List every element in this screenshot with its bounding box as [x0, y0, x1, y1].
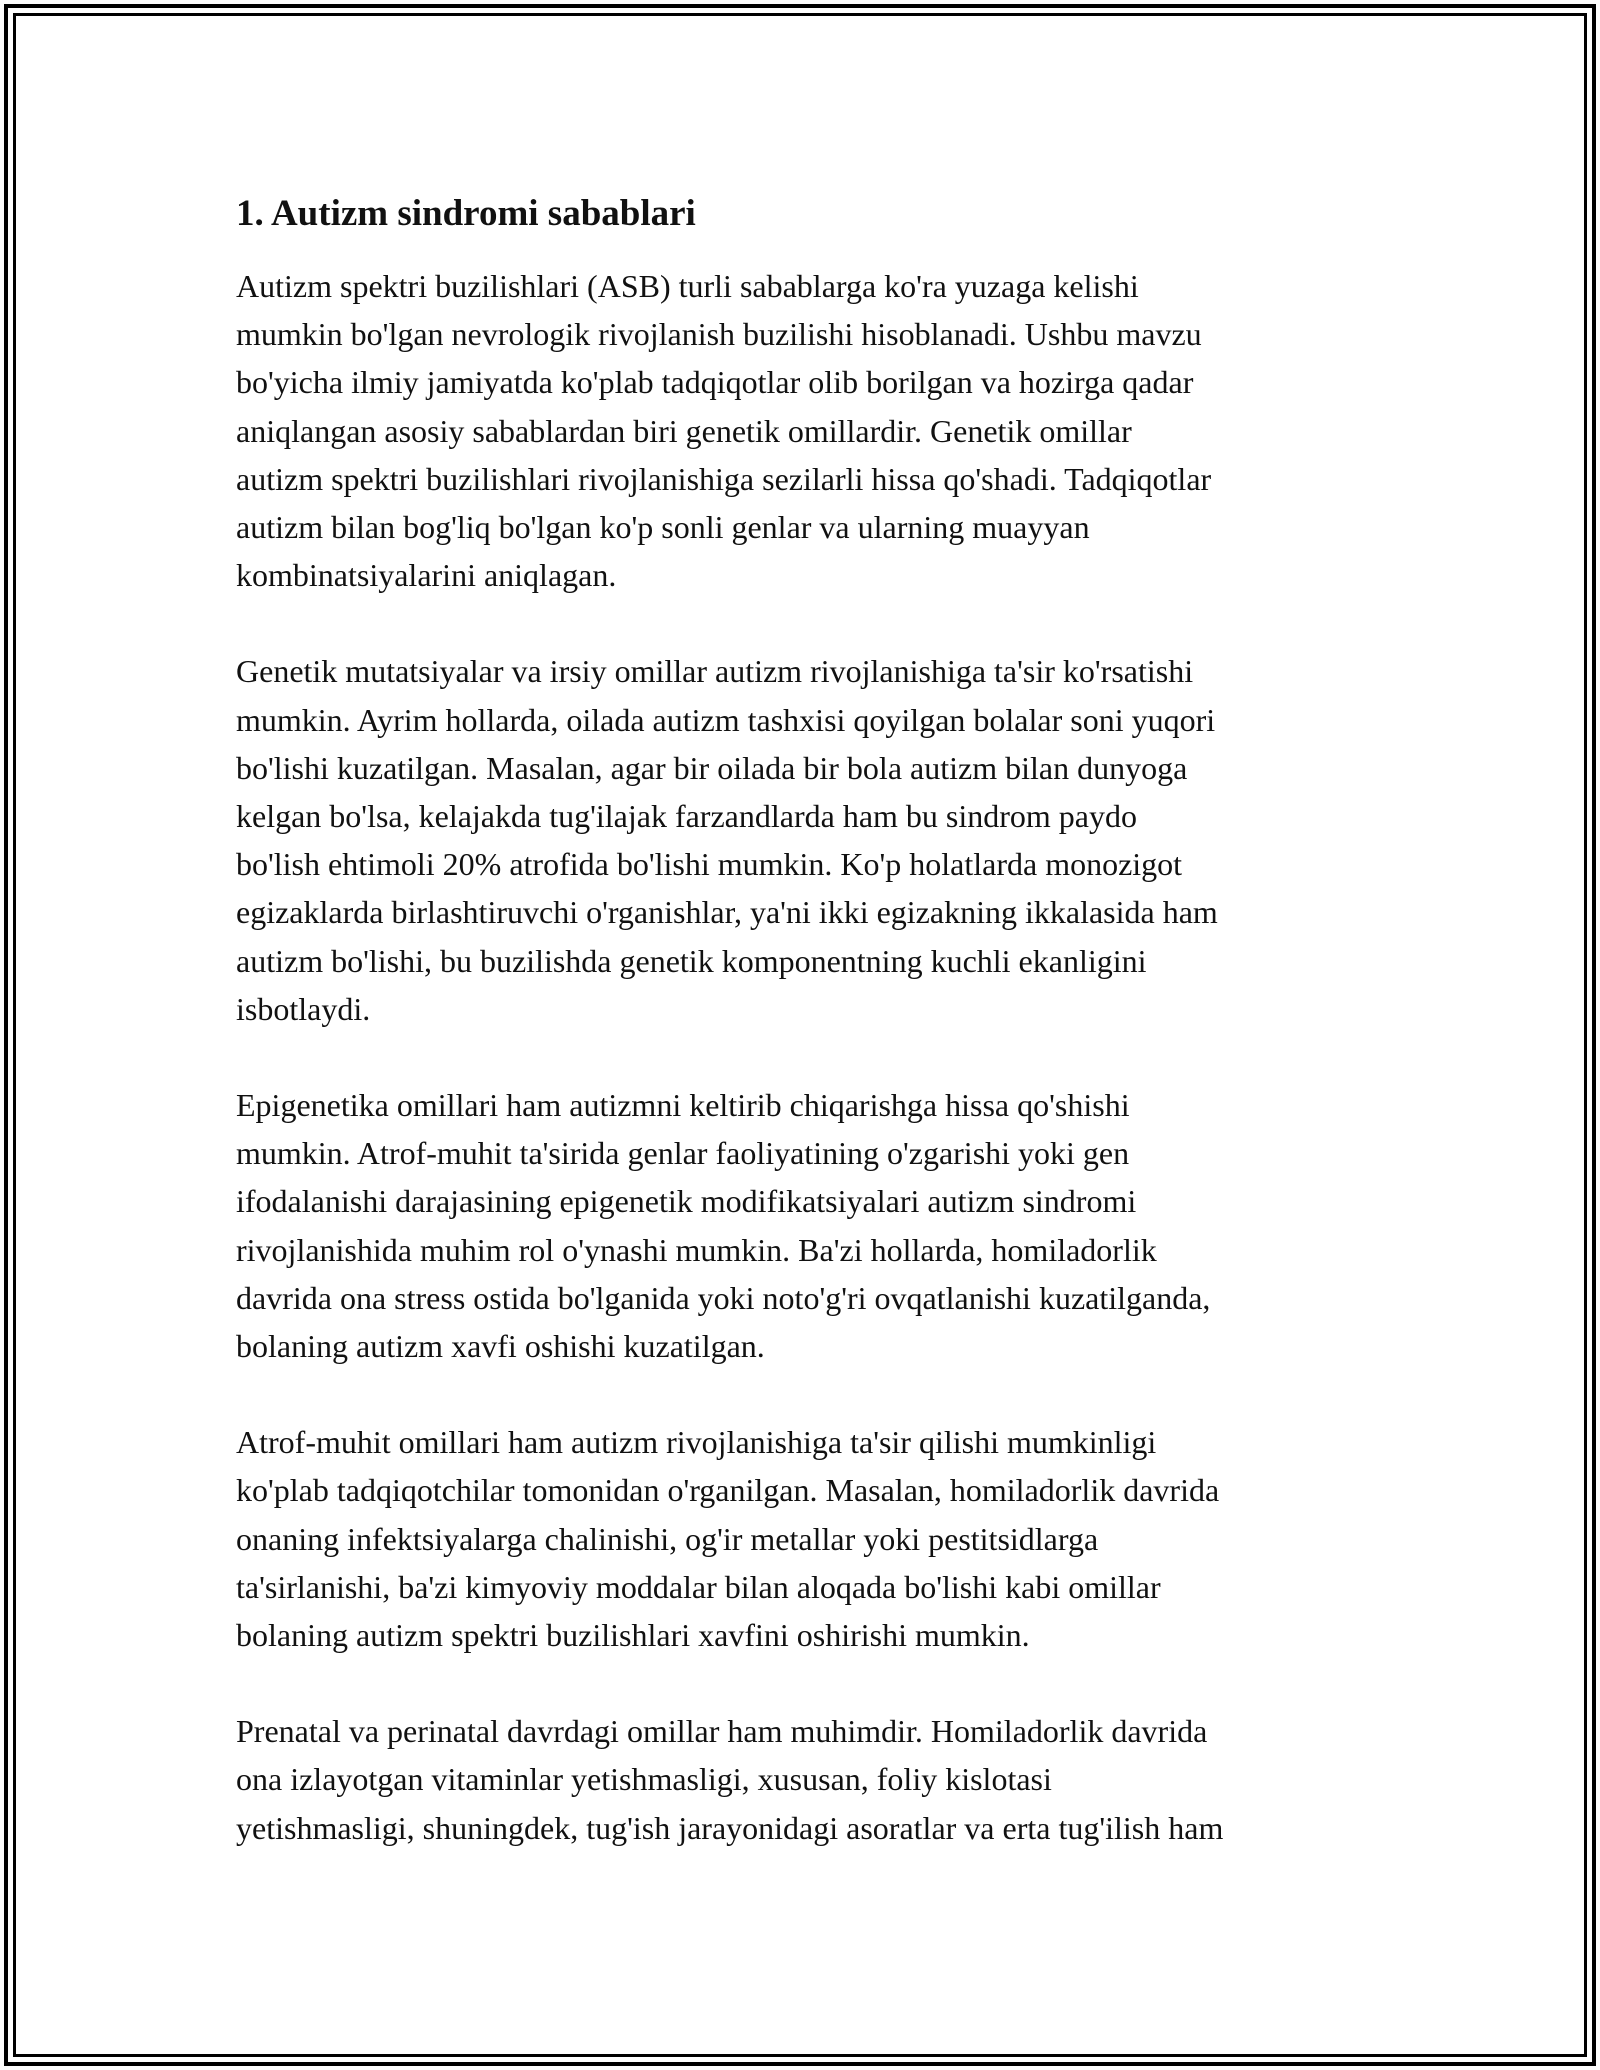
- paragraph-genetic-mutations: [236, 647, 1376, 1033]
- text-line: bo'yicha ilmiy jamiyatda ko'plab tadqiqotlar olib borilgan va hozirga qadar: [236, 364, 1194, 401]
- text-line: ko'plab tadqiqotchilar tomonidan o'rganilgan. Masalan, homiladorlik davrida: [236, 1472, 1220, 1509]
- document-body: [236, 188, 1376, 1900]
- paragraph-environment: [236, 1418, 1376, 1659]
- text-line: mumkin bo'lgan nevrologik rivojlanish buzilishi hisoblanadi. Ushbu mavzu: [236, 316, 1202, 353]
- paragraph-genetic-causes: [236, 262, 1376, 599]
- text-line: bolaning autizm spektri buzilishlari xavfini oshirishi mumkin.: [236, 1617, 1030, 1654]
- paragraph-prenatal: [236, 1707, 1376, 1852]
- text-line: Prenatal va perinatal davrdagi omillar ham muhimdir. Homiladorlik davrida: [236, 1713, 1208, 1750]
- text-line: bolaning autizm xavfi oshishi kuzatilgan.: [236, 1328, 765, 1365]
- text-line: mumkin. Ayrim hollarda, oilada autizm tashxisi qoyilgan bolalar soni yuqori: [236, 701, 1216, 738]
- text-line: Autizm spektri buzilishlari (ASB) turli sabablarga ko'ra yuzaga kelishi: [236, 268, 1139, 304]
- text-line: isbotlaydi.: [236, 990, 371, 1027]
- text-line: davrida ona stress ostida bo'lganida yoki noto'g'ri ovqatlanishi kuzatilganda,: [236, 1279, 1211, 1316]
- text-line: bo'lish ehtimoli 20% atrofida bo'lishi mumkin. Ko'p holatlarda monozigot: [236, 846, 1183, 883]
- text-line: Epigenetika omillari ham autizmni keltirib chiqarishga hissa qo'shishi: [236, 1087, 1130, 1124]
- text-line: bo'lishi kuzatilgan. Masalan, agar bir oilada bir bola autizm bilan dunyoga: [236, 749, 1188, 786]
- text-line: yetishmasligi, shuningdek, tug'ish jarayonidagi asoratlar va erta tug'ilish ham: [236, 1809, 1224, 1846]
- text-line: ona izlayotgan vitaminlar yetishmasligi, xususan, foliy kislotasi: [236, 1761, 1052, 1798]
- text-line: autizm bo'lishi, bu buzilishda genetik komponentning kuchli ekanligini: [236, 942, 1147, 979]
- section-heading: 1. Autizm sindromi sabablari: [236, 193, 696, 234]
- text-line: ta'sirlanishi, ba'zi kimyoviy moddalar bilan aloqada bo'lishi kabi omillar: [236, 1568, 1161, 1605]
- text-line: Genetik mutatsiyalar va irsiy omillar autizm rivojlanishiga ta'sir ko'rsatishi: [236, 653, 1194, 690]
- text-line: autizm bilan bog'liq bo'lgan ko'p sonli genlar va ularning muayyan: [236, 509, 1090, 546]
- text-line: kombinatsiyalarini aniqlagan.: [236, 557, 617, 594]
- text-line: ifodalanishi darajasining epigenetik modifikatsiyalari autizm sindromi: [236, 1183, 1137, 1220]
- text-line: egizaklarda birlashtiruvchi o'rganishlar, ya'ni ikki egizakning ikkalasida ham: [236, 894, 1218, 931]
- paragraph-epigenetics: [236, 1081, 1376, 1370]
- text-line: Atrof-muhit omillari ham autizm rivojlanishiga ta'sir qilishi mumkinligi: [236, 1424, 1157, 1461]
- text-line: autizm spektri buzilishlari rivojlanishiga sezilarli hissa qo'shadi. Tadqiqotlar: [236, 460, 1212, 497]
- text-line: aniqlangan asosiy sabablardan biri genetik omillardir. Genetik omillar: [236, 412, 1132, 449]
- text-line: mumkin. Atrof-muhit ta'sirida genlar faoliyatining o'zgarishi yoki gen: [236, 1135, 1130, 1172]
- text-line: kelgan bo'lsa, kelajakda tug'ilajak farzandlarda ham bu sindrom paydo: [236, 798, 1137, 835]
- text-line: onaning infektsiyalarga chalinishi, og'ir metallar yoki pestitsidlarga: [236, 1520, 1099, 1557]
- text-line: rivojlanishida muhim rol o'ynashi mumkin. Ba'zi hollarda, homiladorlik: [236, 1231, 1157, 1268]
